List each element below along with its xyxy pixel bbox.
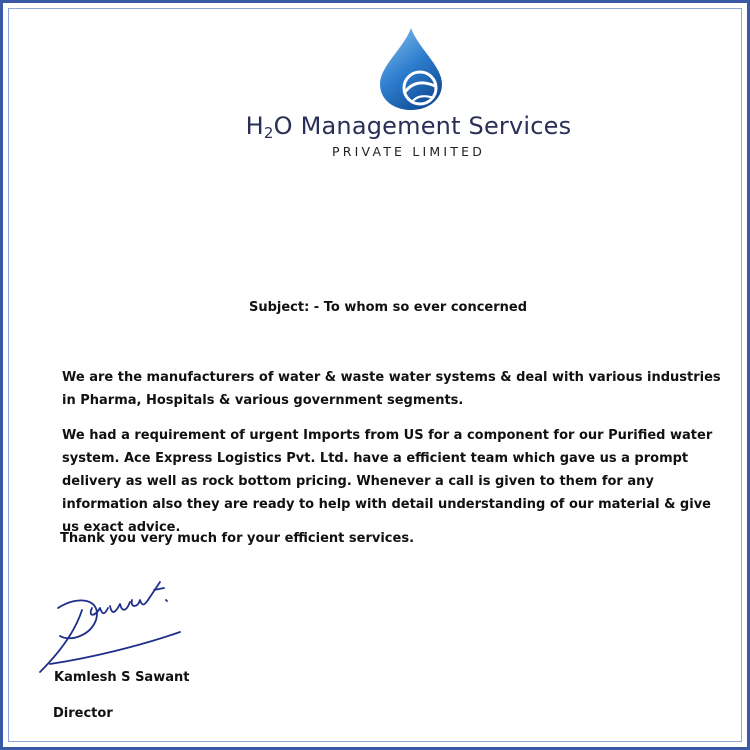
signatory-name: Kamlesh S Sawant (54, 670, 190, 685)
paragraph-intro: We are the manufacturers of water & waste water systems & deal with various industries in Pharma, Hospitals & various government segments. (62, 370, 721, 408)
signatory-title: Director (53, 706, 113, 721)
water-drop-icon (374, 26, 448, 112)
letter-subject: Subject: - To whom so ever concerned (248, 300, 528, 315)
company-subtitle: PRIVATE LIMITED (331, 144, 486, 159)
paragraph-thanks: Thank you very much for your efficient services. (60, 531, 415, 546)
paragraph-body: We had a requirement of urgent Imports from US for a component for our Purified water system. Ace Express Logistics Pvt. Ltd. have a efficient team which gave us a prompt delivery as well as rock bottom pricing. Whenever a call is given to them for any information also they are ready to help with detail understanding of our material & give us exact advice. (62, 428, 713, 535)
signature (30, 572, 190, 677)
company-name: H2O Management Services (245, 112, 572, 142)
